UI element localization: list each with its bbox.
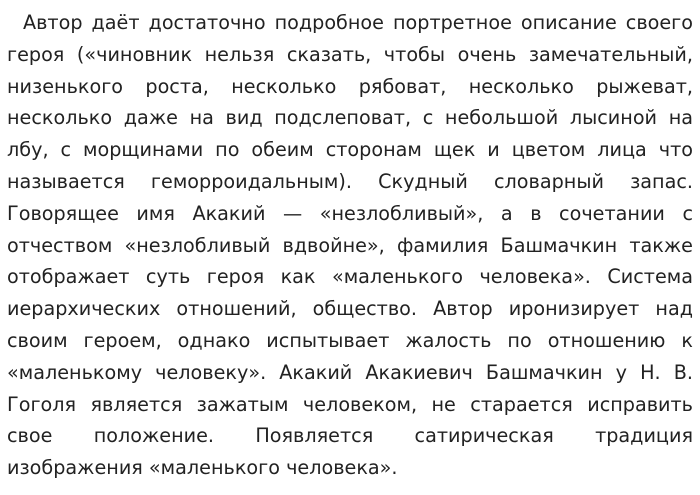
body-paragraph: Автор даёт достаточно подробное портретное описание своего героя («чиновник нельзя сказать, чтобы очень замечательный, низенького роста, несколько рябоват, несколько рыжеват, несколько даже на вид подслеповат, с небольшой лысиной на лбу, с морщинами по обеим сторонам щек и цветом лица что называется геморроидальным). Скудный словарный запас. Говорящее имя Акакий — «незлобливый», а в сочетании с отчеством «незлобливый вдвойне», фамилия Башмачкин также отображает суть героя как «маленького человека». Система иерархических отношений, общество. Автор иронизирует над своим героем, однако испытывает жалость по отношению к «маленькому человеку». Акакий Акакиевич Башмачкин у Н. В. Гоголя является зажатым человеком, не старается исправить свое положение. Появляется сатирическая традиция изображения «маленького человека». (7, 11, 693, 480)
